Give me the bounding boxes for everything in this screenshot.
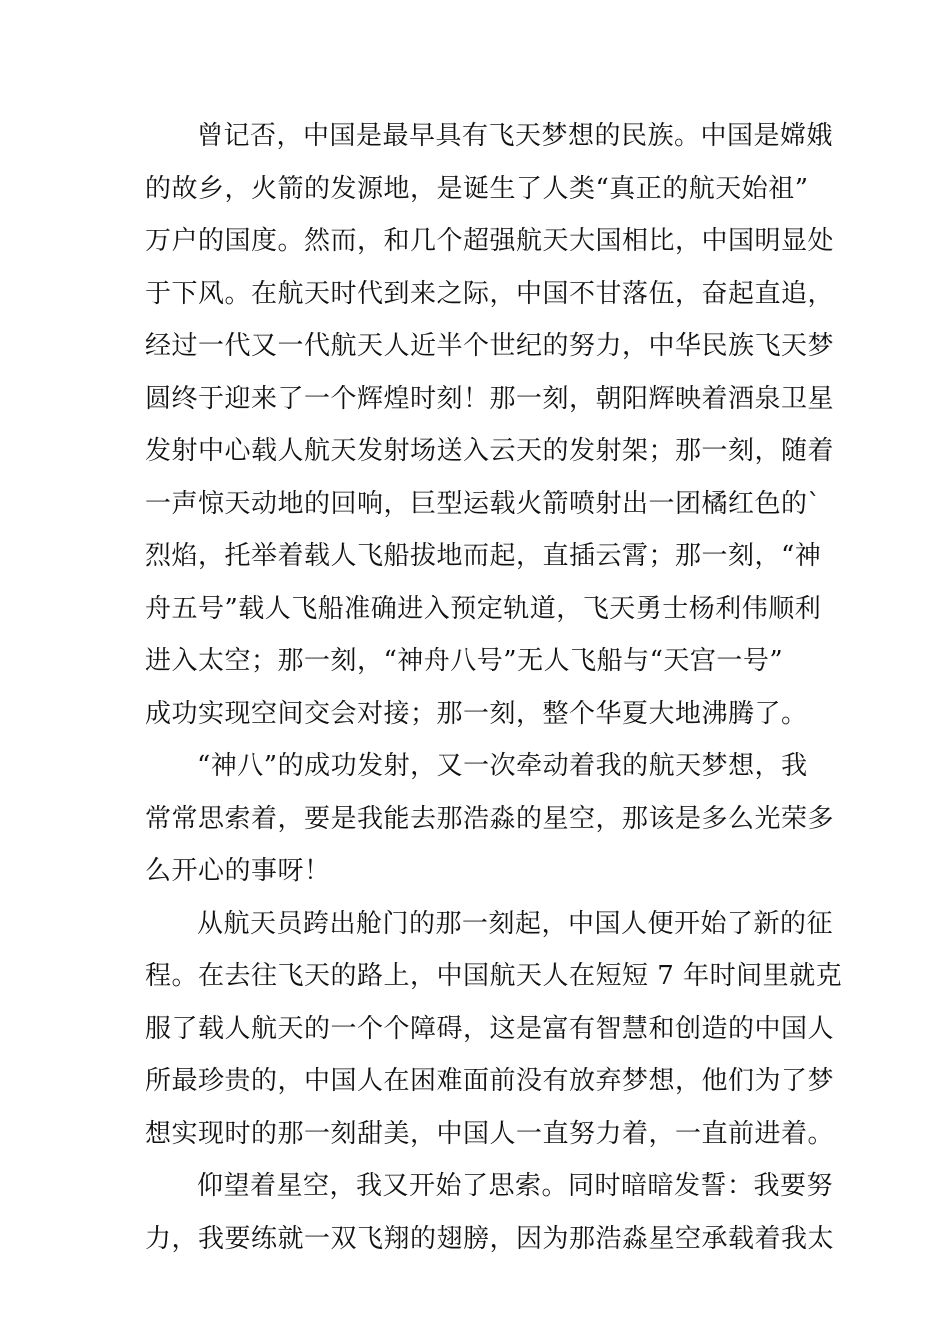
text-line: 成功实现空间交会对接；那一刻，整个华夏大地沸腾了。 xyxy=(145,698,808,729)
text-line: 进入太空；那一刻，“神舟八号”无人飞船与“天宫一号” xyxy=(145,646,784,676)
text-line: 么开心的事呀！ xyxy=(145,856,331,886)
text-line: 服了载人航天的一个个障碍，这是富有智慧和创造的中国人 xyxy=(145,1013,835,1044)
text-line: 发射中心载人航天发射场送入云天的发射架；那一刻，随着 xyxy=(145,436,835,466)
text-line: 从航天员跨出舱门的那一刻起，中国人便开始了新的征 xyxy=(197,908,834,939)
text-line: 的故乡，火箭的发源地，是诞生了人类“真正的航天始祖” xyxy=(145,173,809,204)
text-line: 经过一代又一代航天人近半个世纪的努力，中华民族飞天梦 xyxy=(145,331,835,361)
text-line: 想实现时的那一刻甜美，中国人一直努力着，一直前进着。 xyxy=(145,1118,835,1149)
text-line: 常常思索着，要是我能去那浩淼的星空，那该是多么光荣多 xyxy=(145,803,835,834)
text-line: “神八”的成功发射，又一次牵动着我的航天梦想，我 xyxy=(197,751,808,781)
text-line: 曾记否，中国是最早具有飞天梦想的民族。中国是嫦娥 xyxy=(197,121,834,151)
text-line: 程。在去往飞天的路上，中国航天人在短短 7 年时间里就克 xyxy=(145,961,843,991)
text-line: 力，我要练就一双飞翔的翅膀，因为那浩淼星空承载着我太 xyxy=(145,1223,835,1254)
text-line: 仰望着星空，我又开始了思索。同时暗暗发誓：我要努 xyxy=(197,1171,834,1201)
text-line: 于下风。在航天时代到来之际，中国不甘落伍，奋起直追， xyxy=(145,278,835,309)
text-line: 圆终于迎来了一个辉煌时刻！那一刻，朝阳辉映着酒泉卫星 xyxy=(145,383,835,414)
text-line: 舟五号”载人飞船准确进入预定轨道，飞天勇士杨利伟顺利 xyxy=(145,593,822,624)
text-line: 烈焰，托举着载人飞船拔地而起，直插云霄；那一刻，“神 xyxy=(145,541,822,571)
text-line: 万户的国度。然而，和几个超强航天大国相比，中国明显处 xyxy=(145,226,835,256)
text-line: 一声惊天动地的回响，巨型运载火箭喷射出一团橘红色的` xyxy=(145,488,822,519)
essay-body xyxy=(145,110,843,1265)
text-line: 所最珍贵的，中国人在困难面前没有放弃梦想，他们为了梦 xyxy=(145,1066,835,1096)
